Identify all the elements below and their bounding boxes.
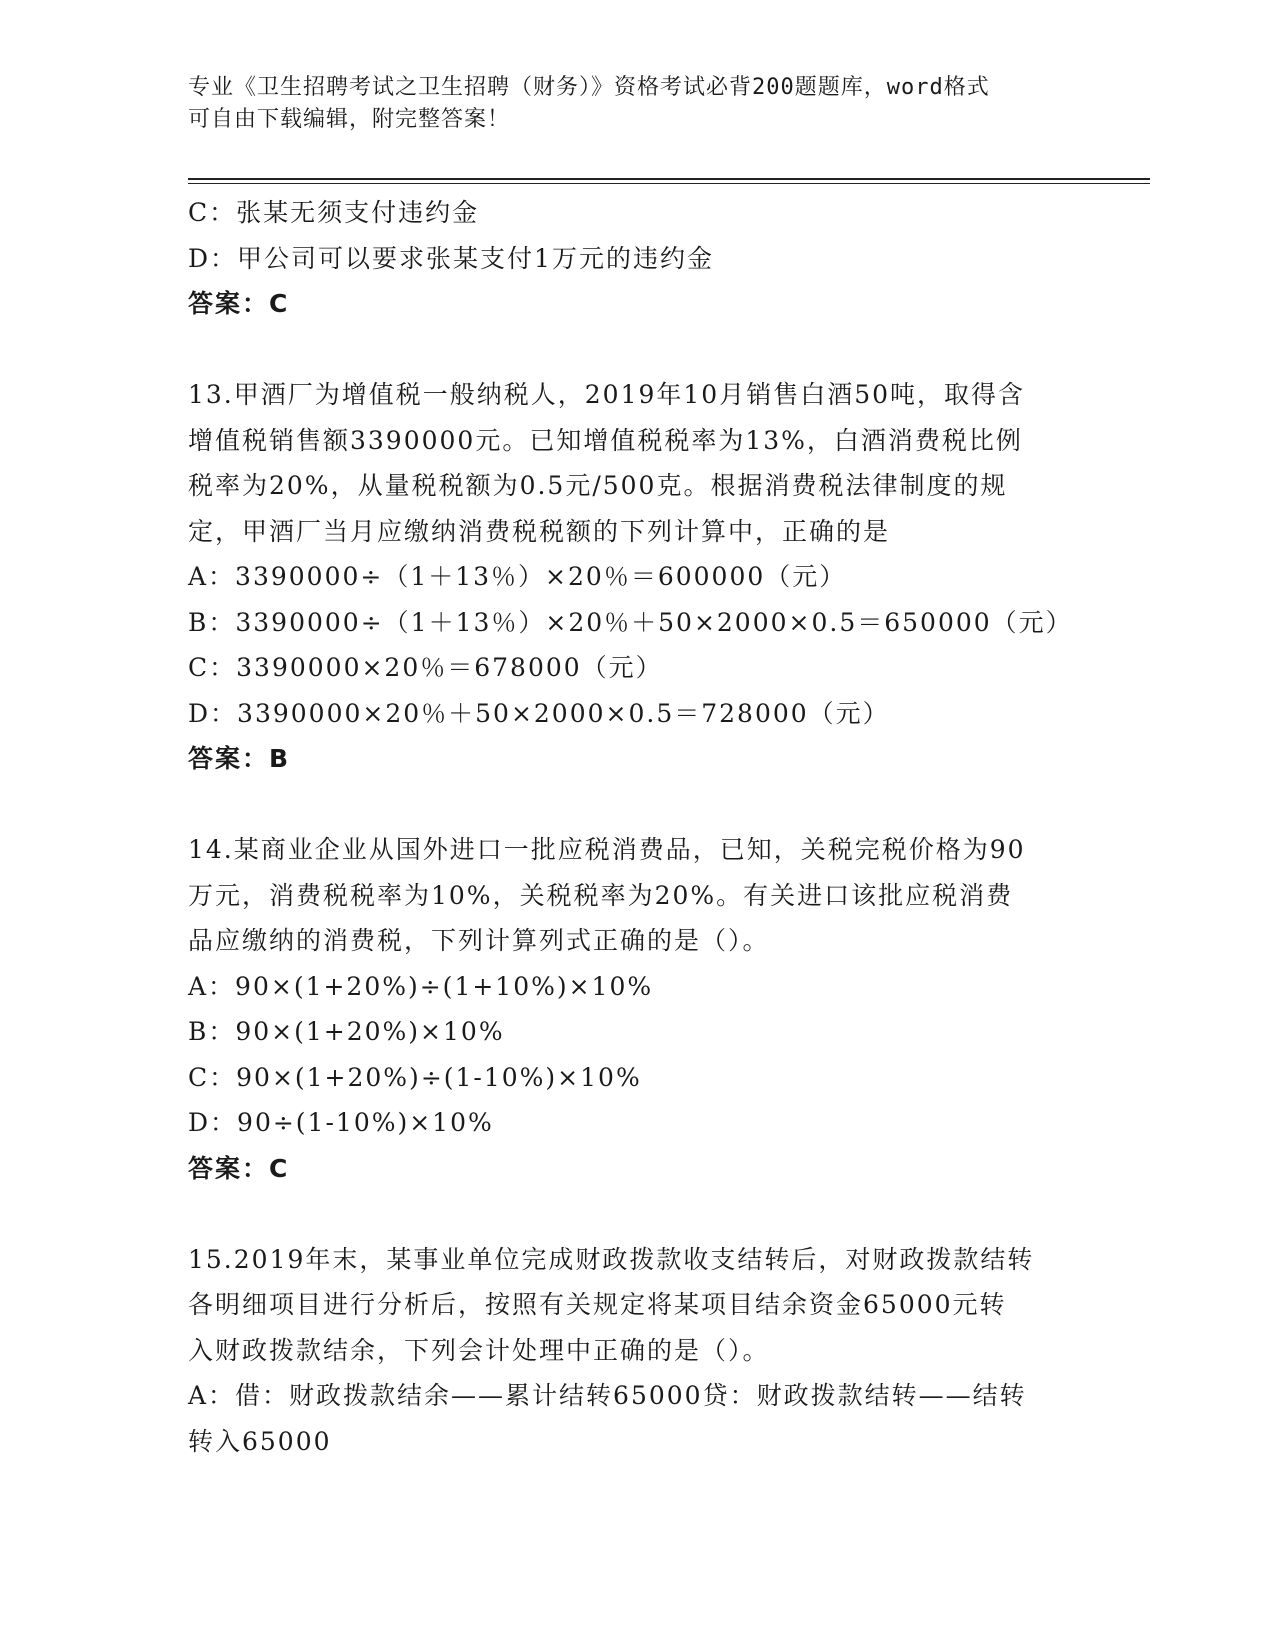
question-12-tail — [188, 190, 1108, 327]
option-d: D：90÷(1-10%)×10% — [188, 1108, 494, 1137]
question-14 — [188, 827, 1108, 1191]
header-divider — [188, 178, 1150, 180]
answer-line: 答案：C — [188, 1153, 290, 1183]
document-header — [188, 72, 1088, 136]
question-stem-line: 15.2019年末，某事业单位完成财政拨款收支结转后，对财政拨款结转 — [188, 1244, 1035, 1274]
header-title-line-1: 专业《卫生招聘考试之卫生招聘（财务）》资格考试必背200题题库，word格式 — [188, 75, 990, 100]
option-a: A：借：财政拨款结余——累计结转65000贷：财政拨款结转——结转 — [188, 1381, 1027, 1410]
spacer — [188, 782, 1108, 828]
option-a: A：90×(1+20%)÷(1+10%)×10% — [188, 971, 654, 1001]
option-c: C：90×(1+20%)÷(1-10%)×10% — [188, 1062, 642, 1092]
question-content — [188, 190, 1108, 1464]
option-b: B：3390000÷（1＋13％）×20％＋50×2000×0.5＝650000（元） — [188, 607, 1073, 637]
question-stem-line: 增值税销售额3390000元。已知增值税税率为13%，白酒消费税比例 — [188, 425, 1023, 455]
question-stem-line: 品应缴纳的消费税，下列计算列式正确的是（）。 — [188, 926, 770, 955]
option-a: A：3390000÷（1＋13％）×20％＝600000（元） — [188, 562, 847, 591]
question-stem-line: 定，甲酒厂当月应缴纳消费税税额的下列计算中，正确的是 — [188, 516, 891, 546]
answer-line: 答案：C — [188, 289, 290, 318]
question-stem-line: 14.某商业企业从国外进口一批应税消费品，已知，关税完税价格为90 — [188, 835, 1026, 864]
question-stem-line: 税率为20%，从量税税额为0.5元/500克。根据消费税法律制度的规 — [188, 471, 1008, 500]
spacer — [188, 327, 1108, 373]
question-15 — [188, 1237, 1108, 1465]
question-13 — [188, 372, 1108, 782]
question-stem-line: 万元，消费税税率为10%，关税税率为20%。有关进口该批应税消费 — [188, 880, 1014, 910]
option-d: D：甲公司可以要求张某支付1万元的违约金 — [188, 243, 714, 273]
header-title-line-2: 可自由下载编辑，附完整答案！ — [188, 107, 511, 132]
header-divider-thin — [188, 183, 1150, 184]
option-a-continued: 转入65000 — [188, 1426, 332, 1456]
answer-line: 答案：B — [188, 744, 291, 773]
option-c: C：张某无须支付违约金 — [188, 198, 480, 227]
question-stem-line: 13.甲酒厂为增值税一般纳税人，2019年10月销售白酒50吨，取得含 — [188, 380, 1026, 409]
option-b: B：90×(1+20%)×10% — [188, 1017, 505, 1046]
option-c: C：3390000×20％＝678000（元） — [188, 653, 663, 682]
question-stem-line: 各明细项目进行分析后，按照有关规定将某项目结余资金65000元转 — [188, 1290, 1007, 1319]
option-d: D：3390000×20％＋50×2000×0.5＝728000（元） — [188, 698, 890, 728]
question-stem-line: 入财政拨款结余，下列会计处理中正确的是（）。 — [188, 1335, 770, 1365]
spacer — [188, 1191, 1108, 1237]
